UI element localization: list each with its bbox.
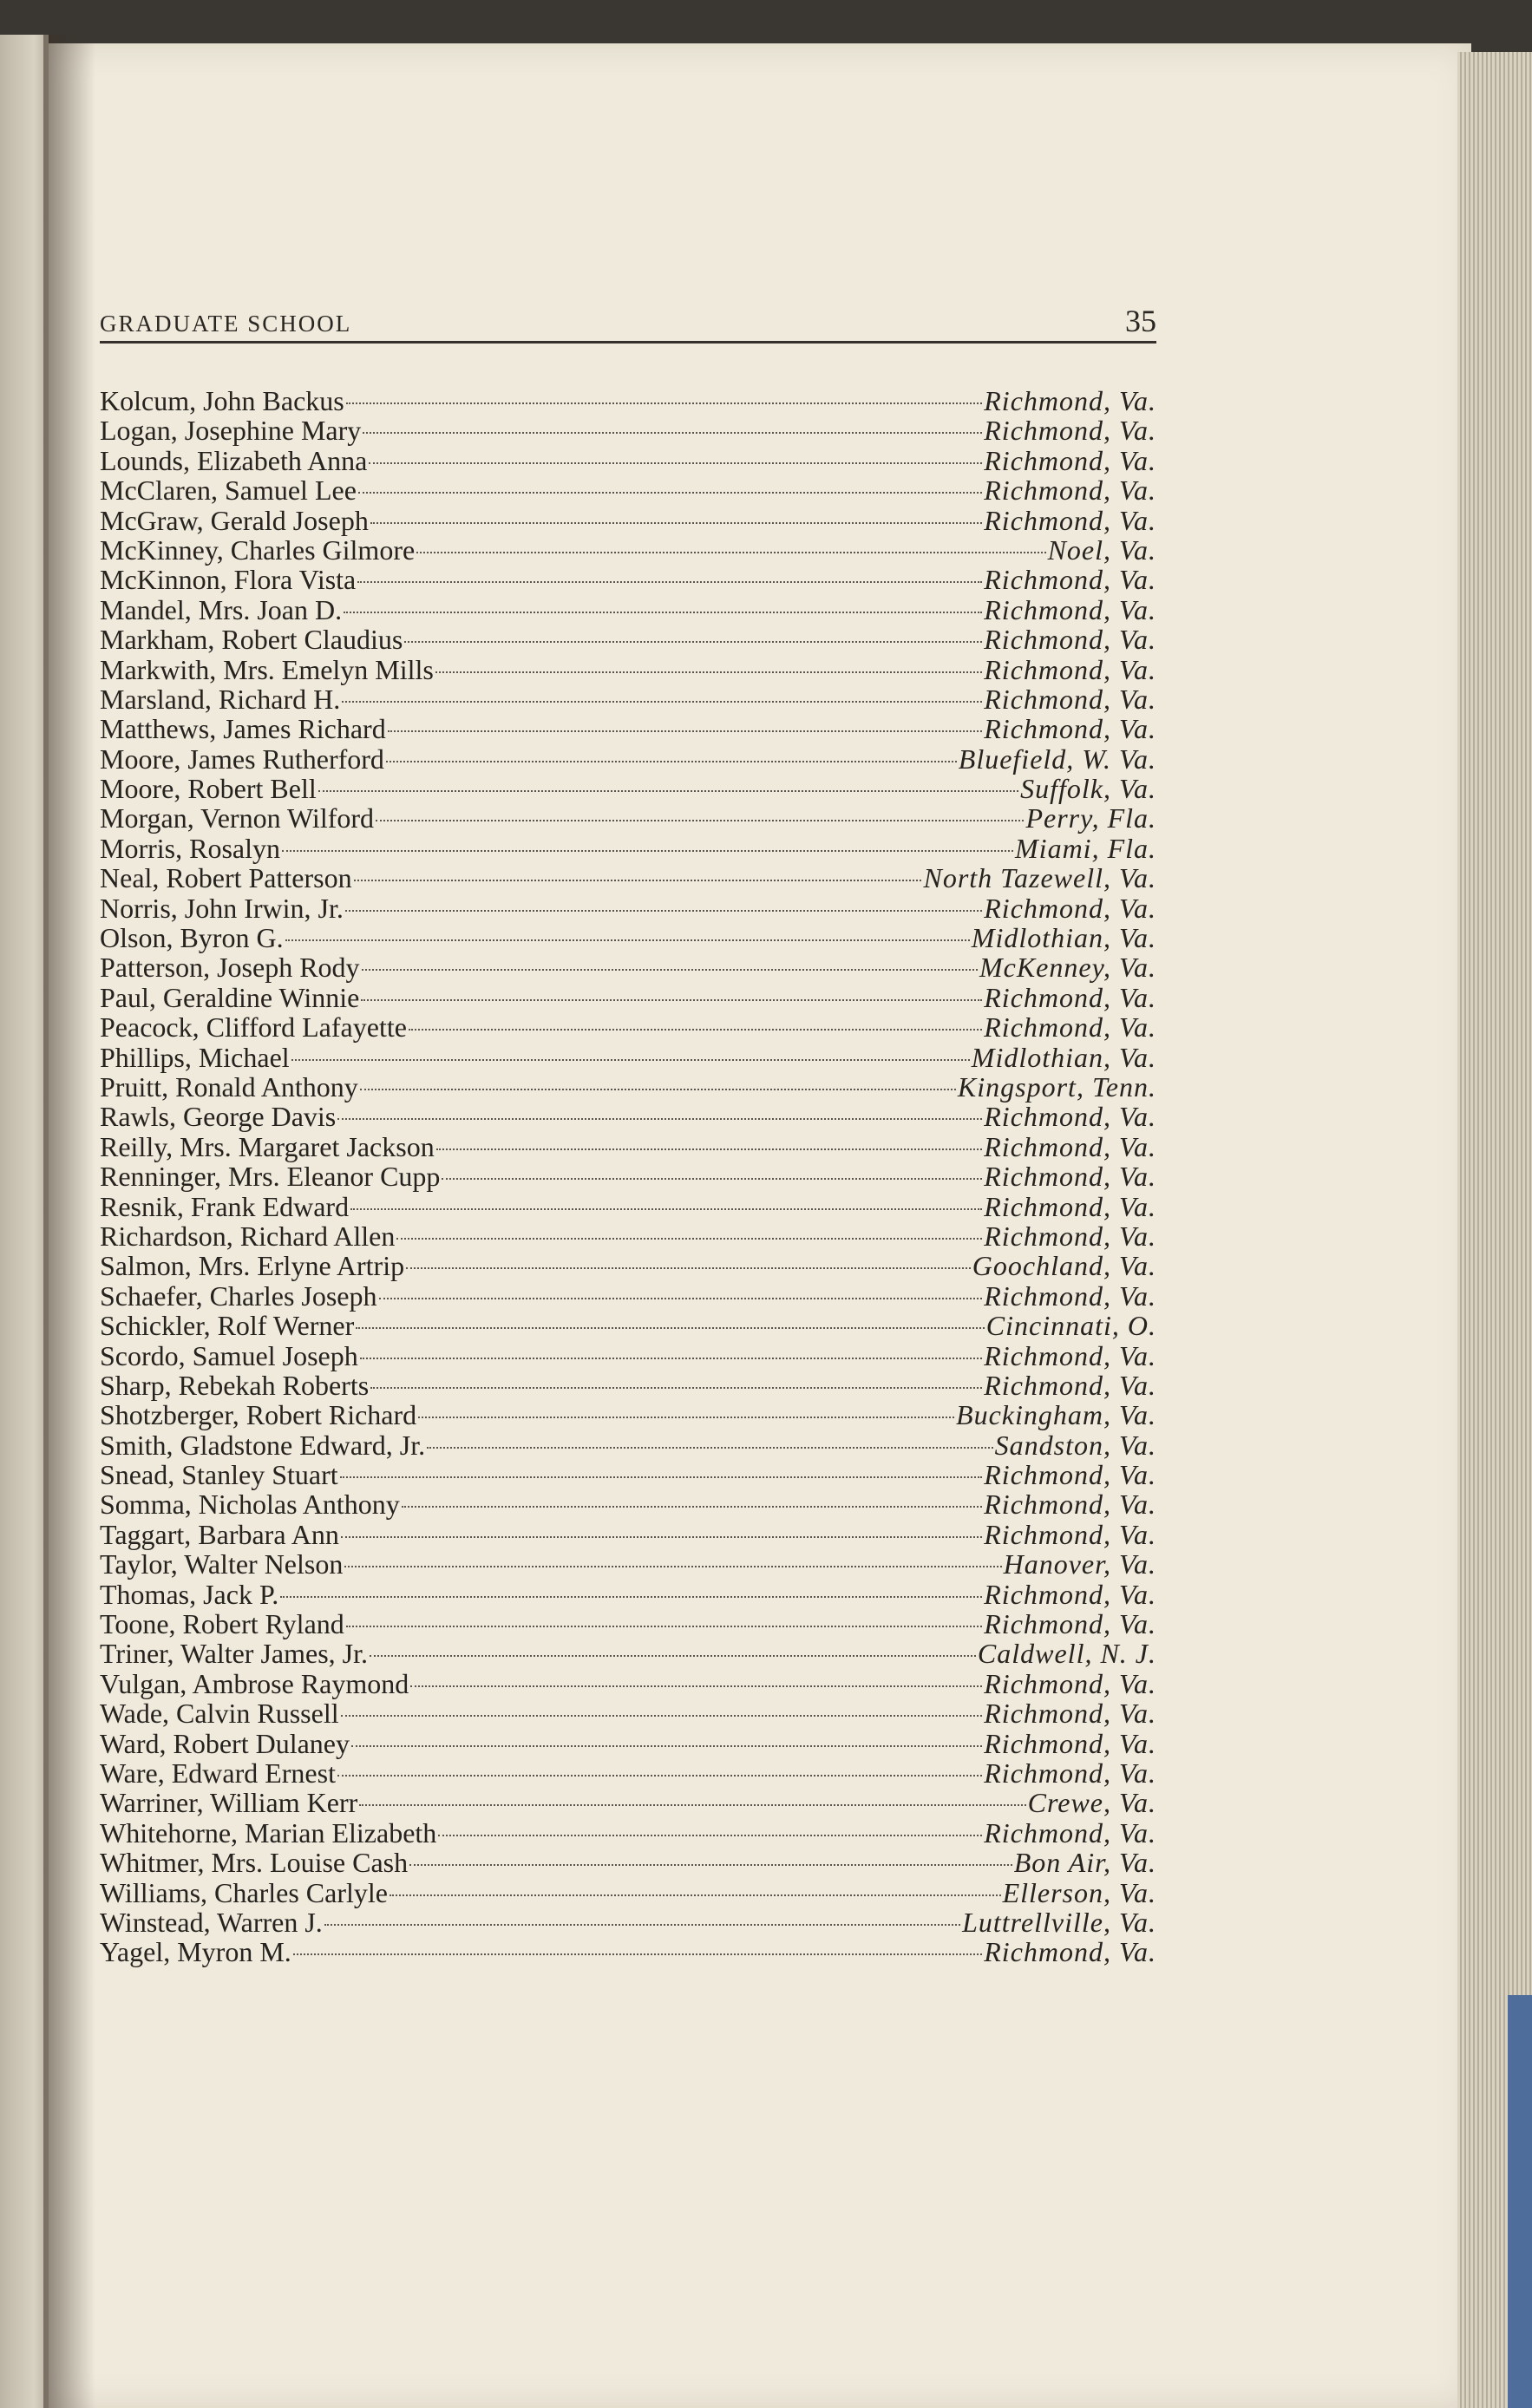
roster-entry [100, 1937, 1156, 1966]
roster-entry [100, 1102, 1156, 1131]
roster-entry [100, 1669, 1156, 1698]
entry-name: Morris, Rosalyn [100, 832, 280, 864]
entry-name: Matthews, James Richard [100, 713, 386, 745]
dot-leader [370, 522, 982, 524]
entry-name: Neal, Robert Patterson [100, 862, 352, 894]
dot-leader [396, 1238, 982, 1240]
entry-name: Lounds, Elizabeth Anna [100, 444, 368, 476]
roster-entry [100, 893, 1156, 923]
dot-leader [406, 1267, 971, 1269]
entry-name: Ward, Robert Dulaney [100, 1727, 350, 1759]
roster-entry [100, 1818, 1156, 1848]
dot-leader [342, 701, 982, 703]
entry-hometown: Ellerson, Va. [1002, 1876, 1156, 1908]
entry-name: Schickler, Rolf Werner [100, 1310, 355, 1342]
roster-entry [100, 1072, 1156, 1102]
dot-leader [356, 1327, 985, 1329]
dot-leader [436, 1148, 983, 1150]
roster-entry [100, 625, 1156, 654]
dot-leader [409, 1029, 982, 1031]
entry-hometown: Richmond, Va. [984, 415, 1156, 447]
roster-entry [100, 1848, 1156, 1877]
entry-name: Peacock, Clifford Lafayette [100, 1011, 407, 1044]
dot-leader [358, 492, 982, 494]
roster-entry [100, 983, 1156, 1012]
entry-name: McKinney, Charles Gilmore [100, 533, 416, 566]
entry-hometown: Richmond, Va. [984, 504, 1156, 536]
entry-hometown: Miami, Fla. [1015, 832, 1156, 864]
entry-name: Resnik, Frank Edward [100, 1190, 350, 1222]
entry-hometown: Richmond, Va. [984, 1161, 1156, 1193]
entry-hometown: Kingsport, Tenn. [957, 1070, 1156, 1103]
roster-entry [100, 1698, 1156, 1728]
entry-name: Snead, Stanley Stuart [100, 1459, 338, 1491]
roster-entry [100, 386, 1156, 416]
dot-leader [435, 671, 982, 673]
dot-leader [369, 462, 982, 464]
entry-name: Moore, Robert Bell [100, 773, 317, 805]
dot-leader [346, 1626, 982, 1627]
entry-name: Kolcum, John Backus [100, 385, 344, 416]
entry-hometown: Richmond, Va. [984, 564, 1156, 596]
book-cover-edge [1508, 1995, 1532, 2408]
entry-name: Yagel, Myron M. [100, 1936, 291, 1968]
dot-leader [360, 1358, 983, 1359]
entry-name: Williams, Charles Carlyle [100, 1876, 388, 1908]
dot-leader [337, 1118, 982, 1120]
dot-leader [404, 641, 982, 643]
roster-entry [100, 923, 1156, 952]
entry-name: Rawls, George Davis [100, 1101, 337, 1133]
roster-entry [100, 1371, 1156, 1400]
dot-leader [361, 999, 982, 1001]
entry-hometown: Richmond, Va. [984, 1190, 1156, 1222]
entry-hometown: Richmond, Va. [984, 1727, 1156, 1759]
entry-hometown: Richmond, Va. [984, 1816, 1156, 1849]
roster-entry [100, 684, 1156, 714]
entry-hometown: Sandston, Va. [994, 1429, 1156, 1461]
entry-name: Taylor, Walter Nelson [100, 1548, 344, 1580]
roster-entry [100, 1430, 1156, 1460]
roster-entry [100, 1281, 1156, 1311]
dot-leader [402, 1506, 982, 1508]
dot-leader [379, 1298, 983, 1299]
dot-leader [363, 432, 982, 434]
entry-hometown: Richmond, Va. [984, 1518, 1156, 1550]
entry-hometown: Richmond, Va. [984, 593, 1156, 625]
entry-name: Whitehorne, Marian Elizabeth [100, 1816, 437, 1849]
entry-hometown: Richmond, Va. [984, 474, 1156, 507]
dot-leader [357, 581, 982, 583]
entry-hometown: Richmond, Va. [984, 1459, 1156, 1491]
dot-leader [351, 1745, 982, 1747]
roster-entry [100, 535, 1156, 565]
dot-leader [345, 910, 982, 912]
entry-hometown: Luttrellville, Va. [962, 1906, 1156, 1938]
entry-hometown: McKenney, Va. [979, 952, 1156, 984]
entry-name: Ware, Edward Ernest [100, 1757, 336, 1789]
roster-entry [100, 714, 1156, 743]
dot-leader [344, 612, 982, 613]
dot-leader [410, 1685, 982, 1687]
entry-hometown: Hanover, Va. [1003, 1548, 1156, 1580]
entry-hometown: Richmond, Va. [984, 1130, 1156, 1162]
entry-name: Salmon, Mrs. Erlyne Artrip [100, 1250, 405, 1282]
roster-entry [100, 1580, 1156, 1609]
page-header [100, 299, 1156, 343]
dot-leader [370, 1387, 982, 1389]
entry-hometown: Richmond, Va. [984, 653, 1156, 685]
roster-entry [100, 416, 1156, 445]
entry-hometown: Richmond, Va. [984, 444, 1156, 476]
entry-hometown: Midlothian, Va. [971, 922, 1156, 954]
dot-leader [337, 1775, 982, 1777]
entry-hometown: Richmond, Va. [984, 1936, 1156, 1968]
entry-hometown: Richmond, Va. [984, 1011, 1156, 1044]
entry-name: Pruitt, Ronald Anthony [100, 1070, 358, 1103]
entry-name: Schaefer, Charles Joseph [100, 1279, 377, 1312]
dot-leader [291, 1059, 970, 1061]
entry-name: Vulgan, Ambrose Raymond [100, 1667, 409, 1699]
dot-leader [438, 1835, 982, 1836]
dot-leader [390, 1894, 1001, 1896]
entry-hometown: Buckingham, Va. [956, 1399, 1156, 1431]
entry-name: Triner, Walter James, Jr. [100, 1638, 368, 1670]
entry-hometown: Perry, Fla. [1025, 802, 1156, 834]
entry-name: Sharp, Rebekah Roberts [100, 1369, 370, 1401]
roster-entry [100, 834, 1156, 863]
entry-hometown: Richmond, Va. [984, 1339, 1156, 1371]
entry-name: Reilly, Mrs. Margaret Jackson [100, 1130, 435, 1162]
roster-entry [100, 774, 1156, 803]
roster-entry [100, 863, 1156, 893]
entry-hometown: Richmond, Va. [984, 1608, 1156, 1640]
entry-name: Richardson, Richard Allen [100, 1220, 396, 1252]
running-head: GRADUATE SCHOOL [100, 311, 352, 337]
entry-name: Shotzberger, Robert Richard [100, 1399, 417, 1431]
roster-entry [100, 1161, 1156, 1191]
roster-entry [100, 1221, 1156, 1251]
entry-name: Mandel, Mrs. Joan D. [100, 593, 343, 625]
dot-leader [341, 1536, 982, 1538]
dot-leader [442, 1178, 982, 1180]
dot-leader [388, 730, 983, 732]
dot-leader [418, 1417, 954, 1418]
entry-hometown: Suffolk, Va. [1020, 773, 1156, 805]
roster-entry [100, 803, 1156, 833]
entry-hometown: Richmond, Va. [984, 624, 1156, 656]
dot-leader [354, 880, 922, 881]
dot-leader [362, 969, 978, 971]
entry-name: Logan, Josephine Mary [100, 415, 362, 447]
roster-entry [100, 744, 1156, 774]
dot-leader [359, 1804, 1025, 1806]
roster-entry [100, 1400, 1156, 1430]
entry-name: Thomas, Jack P. [100, 1578, 279, 1610]
entry-name: Marsland, Richard H. [100, 683, 341, 715]
dot-leader [344, 1566, 1001, 1567]
entry-name: Wade, Calvin Russell [100, 1698, 339, 1730]
entry-hometown: Richmond, Va. [984, 1578, 1156, 1610]
entry-name: Morgan, Vernon Wilford [100, 802, 375, 834]
entry-hometown: Richmond, Va. [984, 1369, 1156, 1401]
entry-name: Norris, John Irwin, Jr. [100, 892, 344, 924]
roster-entry [100, 1311, 1156, 1340]
entry-name: Winstead, Warren J. [100, 1906, 323, 1938]
roster-entry [100, 595, 1156, 625]
roster-entry [100, 1132, 1156, 1161]
entry-name: Moore, James Rutherford [100, 743, 384, 775]
entry-name: Scordo, Samuel Joseph [100, 1339, 358, 1371]
dot-leader [376, 820, 1024, 821]
entry-hometown: Richmond, Va. [984, 1101, 1156, 1133]
page-number: 35 [1125, 304, 1156, 338]
roster-entry [100, 1758, 1156, 1788]
entry-hometown: Richmond, Va. [984, 385, 1156, 416]
roster-entry [100, 1043, 1156, 1072]
entry-hometown: Richmond, Va. [984, 1489, 1156, 1521]
entry-name: McClaren, Samuel Lee [100, 474, 357, 507]
roster-entry [100, 1251, 1156, 1280]
entry-name: Warriner, William Kerr [100, 1787, 358, 1819]
entry-hometown: Midlothian, Va. [971, 1041, 1156, 1073]
roster-entry [100, 1788, 1156, 1817]
dot-leader [318, 790, 1018, 792]
dot-leader [370, 1655, 976, 1657]
roster-entry [100, 1489, 1156, 1519]
roster-entry [100, 952, 1156, 982]
entry-hometown: Richmond, Va. [984, 1667, 1156, 1699]
roster-entry [100, 1520, 1156, 1549]
dot-leader [341, 1715, 983, 1717]
roster-entry [100, 1639, 1156, 1668]
entry-hometown: Bon Air, Va. [1013, 1847, 1156, 1879]
roster-entry [100, 1609, 1156, 1639]
entry-name: Paul, Geraldine Winnie [100, 981, 360, 1013]
entry-name: McKinnon, Flora Vista [100, 564, 357, 596]
entry-hometown: Richmond, Va. [984, 713, 1156, 745]
entry-hometown: North Tazewell, Va. [923, 862, 1156, 894]
roster-entry [100, 475, 1156, 505]
entry-hometown: Richmond, Va. [984, 1220, 1156, 1252]
entry-name: McGraw, Gerald Joseph [100, 504, 369, 536]
dot-leader [293, 1953, 982, 1955]
entry-name: Phillips, Michael [100, 1041, 290, 1073]
roster-entry [100, 1729, 1156, 1758]
entry-name: Whitmer, Mrs. Louise Cash [100, 1847, 409, 1879]
entry-hometown: Caldwell, N. J. [977, 1638, 1156, 1670]
entry-hometown: Richmond, Va. [984, 683, 1156, 715]
dot-leader [409, 1864, 1012, 1866]
entry-name: Taggart, Barbara Ann [100, 1518, 339, 1550]
dot-leader [340, 1476, 983, 1478]
entry-name: Markham, Robert Claudius [100, 624, 403, 656]
roster-entry [100, 1549, 1156, 1579]
header-rule [100, 341, 1156, 344]
roster-entry [100, 446, 1156, 475]
dot-leader [280, 1596, 982, 1598]
dot-leader [427, 1447, 993, 1449]
entry-name: Patterson, Joseph Rody [100, 952, 360, 984]
roster-entry [100, 565, 1156, 594]
entry-hometown: Richmond, Va. [984, 1757, 1156, 1789]
entry-name: Renninger, Mrs. Eleanor Cupp [100, 1161, 441, 1193]
dot-leader [346, 402, 983, 404]
roster-entry [100, 1460, 1156, 1489]
entry-hometown: Goochland, Va. [972, 1250, 1156, 1282]
entry-hometown: Richmond, Va. [984, 1698, 1156, 1730]
entry-name: Smith, Gladstone Edward, Jr. [100, 1429, 426, 1461]
facing-page-edge [0, 35, 49, 2408]
roster-entry [100, 655, 1156, 684]
roster-entry [100, 506, 1156, 535]
student-roster [100, 386, 1156, 1967]
dot-leader [285, 939, 970, 941]
entry-name: Somma, Nicholas Anthony [100, 1489, 400, 1521]
gutter-shadow [43, 35, 95, 2408]
entry-hometown: Richmond, Va. [984, 981, 1156, 1013]
dot-leader [350, 1208, 982, 1210]
entry-hometown: Richmond, Va. [984, 892, 1156, 924]
entry-hometown: Crewe, Va. [1027, 1787, 1156, 1819]
dot-leader [360, 1089, 956, 1090]
entry-hometown: Richmond, Va. [984, 1279, 1156, 1312]
dot-leader [386, 761, 957, 762]
entry-hometown: Bluefield, W. Va. [958, 743, 1156, 775]
dot-leader [416, 552, 1045, 553]
roster-entry [100, 1012, 1156, 1042]
entry-hometown: Cincinnati, O. [985, 1310, 1156, 1342]
entry-name: Markwith, Mrs. Emelyn Mills [100, 653, 434, 685]
roster-entry [100, 1878, 1156, 1907]
entry-name: Olson, Byron G. [100, 922, 284, 954]
roster-entry [100, 1341, 1156, 1371]
entry-name: Toone, Robert Ryland [100, 1608, 344, 1640]
entry-hometown: Noel, Va. [1047, 533, 1156, 566]
dot-leader [324, 1924, 960, 1926]
roster-entry [100, 1192, 1156, 1221]
roster-entry [100, 1907, 1156, 1937]
dot-leader [282, 850, 1013, 852]
